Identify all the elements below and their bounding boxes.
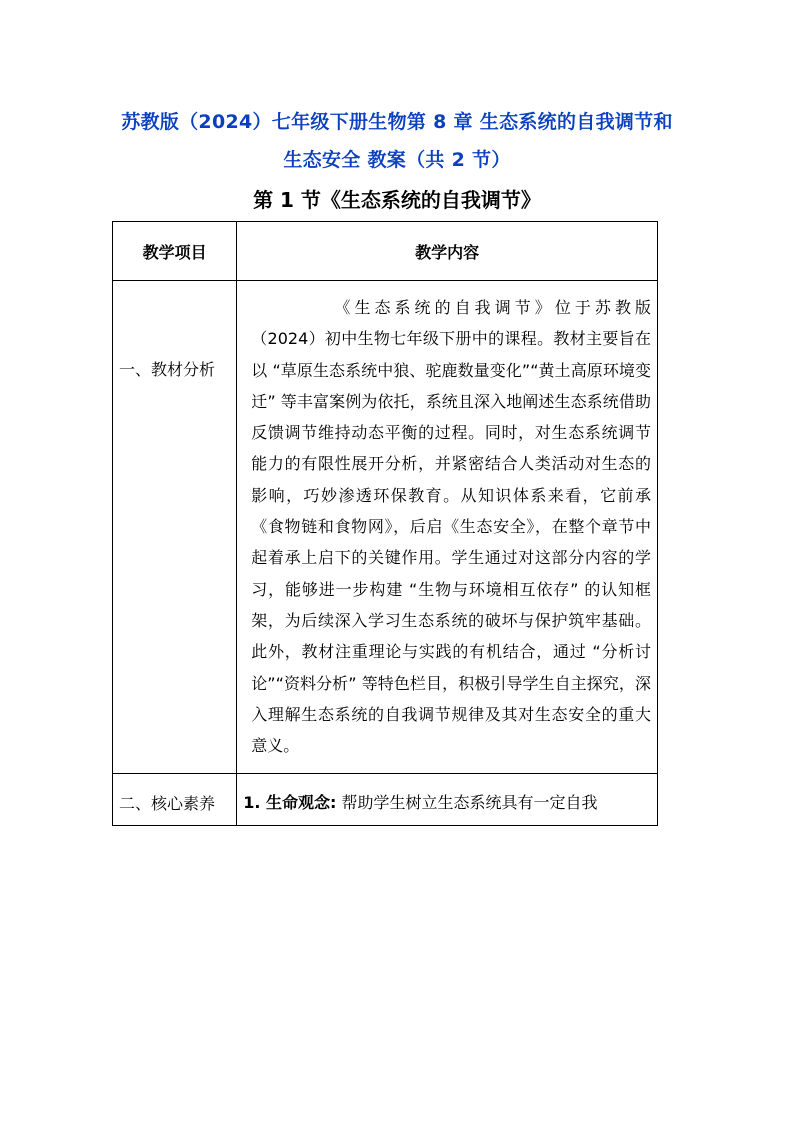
table-row xyxy=(113,774,658,826)
document-title: 苏教版（2024）七年级下册生物第 8 章 生态系统的自我调节和生态安全 教案（共 2 节） xyxy=(121,111,673,171)
section-title: 第 1 节《生态系统的自我调节》 xyxy=(253,188,541,212)
row-content-core-literacy xyxy=(237,774,658,826)
lesson-plan-table xyxy=(112,221,658,826)
life-concept-text: 帮助学生树立生态系统具有一定自我 xyxy=(341,793,598,813)
textbook-analysis-paragraph: 《生态系统的自我调节》位于苏教版（2024）初中生物七年级下册中的课程。教材主要旨在以 “草原生态系统中狼、驼鹿数量变化”“黄土高原环境变迁” 等丰富案例为依托，系统且深入地阐述生态系统借助反馈调节维持动态平衡的过程。同时，对生态系统调节能力的有限性展开分析，并紧密结合人类活动对生态的影响，巧妙渗透环保教育。从知识体系来看，它前承《食物链和食物网》，后启《生态安全》，在整个章节中起着承上启下的关键作用。学生通过对这部分内容的学习，能够进一步构建 “生物与环境相互依存” 的认知框架，为后续深入学习生态系统的破坏与保护筑牢基础。此外，教材注重理论与实践的有机结合，通过 “分析讨论”“资料分析” 等特色栏目，积极引导学生自主探究，深入理解生态系统的自我调节规律及其对生态安全的重大意义。 xyxy=(251,298,651,756)
header-teaching-item: 教学项目 xyxy=(113,222,237,281)
row-item-core-literacy: 二、核心素养 xyxy=(113,774,237,826)
row-item-textbook-analysis: 一、教材分析 xyxy=(113,281,237,774)
row-content-textbook-analysis xyxy=(237,281,658,774)
life-concept-label: 1. 生命观念: xyxy=(243,793,337,813)
table-header-row xyxy=(113,222,658,281)
table-row xyxy=(113,281,658,774)
header-teaching-content: 教学内容 xyxy=(237,222,658,281)
